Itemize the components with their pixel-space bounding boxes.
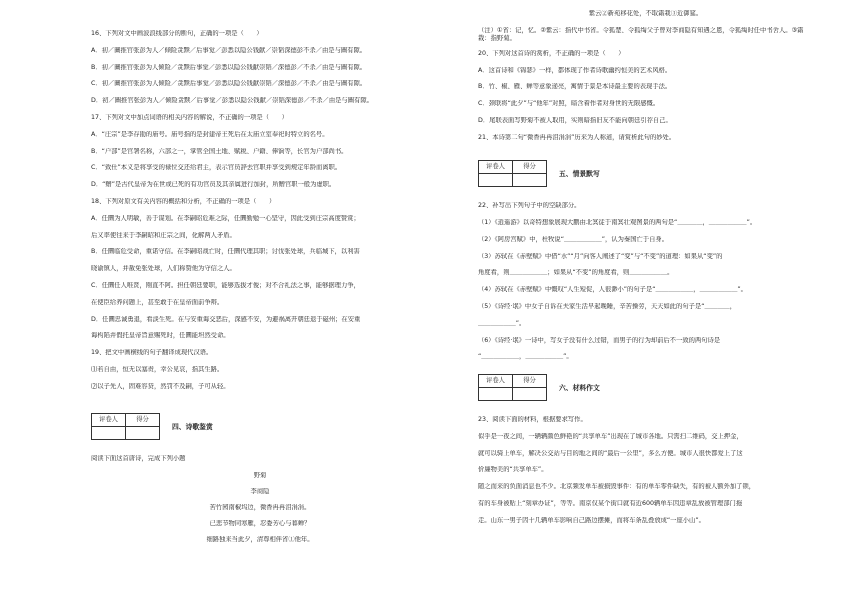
score-label: 得分	[513, 161, 547, 174]
q18-option-c-line2: 在使臣给养问题上，甚至敢于在皇帝面前争辩。	[91, 298, 224, 306]
q22-item-6-line2: “＿＿＿＿＿＿，＿＿＿＿＿＿”。	[478, 353, 573, 361]
q20-option-b: B．竹、椒、雁、蝉等意象递亮，寓情于景是本诗最主要的表现手法。	[478, 83, 672, 91]
score-cell	[513, 387, 547, 400]
q16-option-c: C．初／圖推官张彭为人倾险／贪黩后事觉／彭悉以隐公钱献崇韬／深德彭／不杀／由是与圖有隙。	[91, 80, 367, 88]
q23-line-3: 价廉物美的“共享单车”。	[478, 466, 548, 474]
q23-line-5: 有的车身被贴上“刻章办证”，等等。南京仅某个街口就有近600辆单车因违章乱放被管理部门拖	[478, 499, 743, 507]
poem-note: （注）①省：记，忆。②紫云：指代中书省。令狐楚、令狐绹父子曾对李商隐有知遇之恩，令狐绹时任中书舍人。③霜栽：指野菊。	[478, 26, 804, 43]
q17-option-b: B．“户部”是官署名称，六部之一，掌管全国土地、赋税、户籍、俸饷等，长官为户部尚书。	[91, 147, 348, 155]
grader-table	[91, 413, 160, 440]
q19-item-2: ⑵以子先人，固难容贷，然罚不及嗣，子可从轻。	[91, 382, 230, 390]
section-title: 六、材料作文	[559, 383, 600, 392]
q23-line-2: 就可以骑上单车，解决公交站与目的地之间的“最后一公里”，多么方便。城市人很快都爱上了这	[478, 449, 743, 457]
q22-item-5-line1: （5）《诗经·氓》中女子自诉在夫家生活早起晚睡，辛苦操劳，天天如此的句子是“＿＿＿＿，	[478, 303, 736, 311]
grader-table	[478, 374, 547, 401]
q18-option-c-line1: C．任圜任人唯贤，刚直不阿。担任朝廷要职，能够选拔才俊；对不合礼法之事，能够据理力争，	[91, 281, 360, 289]
q18-option-d-line2: 诲构陷并假托皇帝旨意赐死时，任圜能坦然受命。	[91, 332, 230, 340]
grader-cell	[479, 387, 513, 400]
q17-option-c: C．“致仕”本义是将享受的禄位交还给君主，表示官员辞去官职并享受到规定年龄而离职。	[91, 164, 342, 172]
q18-option-d-line1: D．任圜忠诚勇退，看淡生死。在与安重诲交恶后，深感不安，为避祸离开朝廷退于磁州；在安重	[91, 315, 361, 323]
q18-stem: 18、下列对原文有关内容的概括和分析，不正确的一项是（ ）	[91, 197, 276, 205]
section-title: 五、情景默写	[559, 170, 600, 179]
q22-item-1: （1）《逍遥游》以奇特想象展现大鹏由北冥徒于南冥壮观图景的两句是“＿＿＿＿，＿＿＿＿＿＿”。	[478, 219, 757, 227]
grader-label: 评卷人	[92, 414, 126, 427]
q23-stem: 23、阅读下面的材料，根据要求写作。	[478, 415, 587, 423]
poem	[91, 472, 429, 545]
grader-label: 评卷人	[479, 374, 513, 387]
poem-intro: 阅读下面这首唐诗，完成下列小题	[91, 455, 186, 463]
left-column	[91, 30, 429, 553]
q21-stem: 21、本诗第二句“微香冉冉泪涓涓”历来为人称道，请赏析此句的妙处。	[478, 133, 676, 141]
q17-stem: 17、下列对文中加点词语的相关内容的解说，不正确的一项是（ ）	[91, 113, 288, 121]
q22-item-5-line2: ＿＿＿＿＿＿”。	[478, 319, 526, 327]
q16-option-a: A．初／圖推官张彭为人／倾险贪黩／后事觉／彭悉以隐公钱献／崇韬深德彭不杀／由是与圖有隙。	[91, 46, 367, 54]
q18-option-a-line2: 后又率使往来于李嗣昭和庄宗之间，化解两人矛盾。	[91, 231, 236, 239]
q22-item-6-line1: （6）《诗经·氓》一诗中，写女子没有什么过错，而男子的行为却前后不一致的两句诗是	[478, 336, 721, 344]
q22-item-4: （4）苏轼在《赤壁赋》中慨叹“人生短促，人很渺小”的句子是“＿＿＿＿＿＿，＿＿＿＿＿＿”。	[478, 286, 747, 294]
score-label: 得分	[513, 374, 547, 387]
grader-table	[478, 160, 547, 187]
q18-option-b-line2: 晓谕镇人，并赦免张处球，人们称赞他为守信之人。	[91, 265, 236, 273]
grader-cell	[92, 427, 126, 440]
section-4-header	[91, 413, 429, 445]
q18-option-b-line1: B．任圜临危受命，重诺守信。在李嗣昭战亡时，任圜代理其职；讨伐张处球，兵临城下，以利害	[91, 248, 360, 256]
q22-stem: 22、补写出下列句子中的空缺部分。	[478, 202, 581, 210]
q20-option-c: C．颈联将“此夕”与“他年”对照，暗含着作者对身世的无限感慨。	[478, 100, 660, 108]
q19-stem: 19、把文中画横线的句子翻译成现代汉语。	[91, 349, 213, 357]
q20-option-a: A．这首诗和《锦瑟》一样，都体现了作者诗歌幽约恒美的艺术风格。	[478, 66, 672, 74]
q22-item-3-line2: 角度看，则＿＿＿＿＿＿；如果从“不变”的角度看，则＿＿＿＿＿＿。	[478, 269, 674, 277]
q16-option-d: D．初／圖推官张彭为人／倾险贪黩／后事觉／彭悉以隐公钱献／崇韬深德彭／不杀／由是与圖有隙。	[91, 97, 373, 105]
score-label: 得分	[126, 414, 160, 427]
poem-line-3: 细路独来当此夕，清尊相伴省①他年。	[206, 536, 314, 544]
q20-stem: 20、下列对这首诗的赏析，不正确的一项是（ ）	[478, 49, 625, 57]
q23-line-4: 随之而来的负面消息也不少。北京频发单车被损毁事件：有的单车零件缺失，有的被人额外加了锁，	[478, 483, 756, 491]
score-cell	[126, 427, 160, 440]
q22-item-3-line1: （3）苏轼在《赤壁赋》中借“水”“月”向客人阐述了“变”与“不变”的道理：如果从“变”的	[478, 252, 723, 260]
q19-item-1: ⑴若自由，恒无以塞责，幸公见哀，指其生路。	[91, 365, 224, 373]
poem-line-2: 已悲节物同寒雁，忍委芳心与暮蝉？	[209, 520, 311, 528]
q17-option-a: A．“庄宗”是李存勖的庙号。庙号指的是封建帝王死后在太庙立室奉祀时特立的名号。	[91, 130, 329, 138]
q22-item-2: （2）《阿房宫赋》中，杜牧说“＿＿＿＿＿＿”，认为秦国亡于自身。	[478, 235, 668, 243]
section-6-header	[478, 374, 813, 406]
q23-line-6: 走。山东一男子因十几辆单车影响自己路边摆摊，而将车条乱叠放成“一座小山”。	[478, 516, 705, 524]
q23-line-1: 似乎是一夜之间，一辆辆颜色鲜艳的“共享单车”出现在了城市各地。只需扫二维码，交上押金，	[478, 432, 743, 440]
poem-line-4: 紫云②新苑移花处，不取霜栽③近御筵。	[588, 10, 703, 17]
poem-line-1: 苦竹园南椒坞边，微香冉冉泪涓涓。	[209, 504, 311, 512]
score-cell	[513, 174, 547, 187]
q18-option-a-line1: A．任圜为人明敏，善于谋划。在李嗣昭危难之际，任圜勤勉一心坚守，因此受到庄宗高度赞赏；	[91, 214, 360, 222]
poem-author: 李商隐	[250, 488, 270, 496]
q16-stem: 16、下列对文中画波浪线部分的断句，正确的一项是（ ）	[91, 30, 263, 37]
right-column	[478, 10, 813, 534]
q20-option-d: D．尾联表面写野菊不被人取用，实则暗指旧友不能向朝廷引荐自己。	[478, 116, 672, 124]
grader-cell	[479, 174, 513, 187]
section-5-header	[478, 160, 813, 192]
section-title: 四、诗歌鉴赏	[172, 423, 213, 432]
grader-label: 评卷人	[479, 161, 513, 174]
q16-option-b: B．初／圖推官张彭为人倾险／贪黩后事觉／彭悉以隐公钱献崇韬／深德彭／不杀／由是与圖有隙。	[91, 63, 367, 71]
q17-option-d: D．“赠”是古代皇帝为在世或已死的有功官员及其亲属进行加封，所赠官职一般为虚职。	[91, 181, 336, 189]
poem-title: 野菊	[253, 472, 267, 480]
